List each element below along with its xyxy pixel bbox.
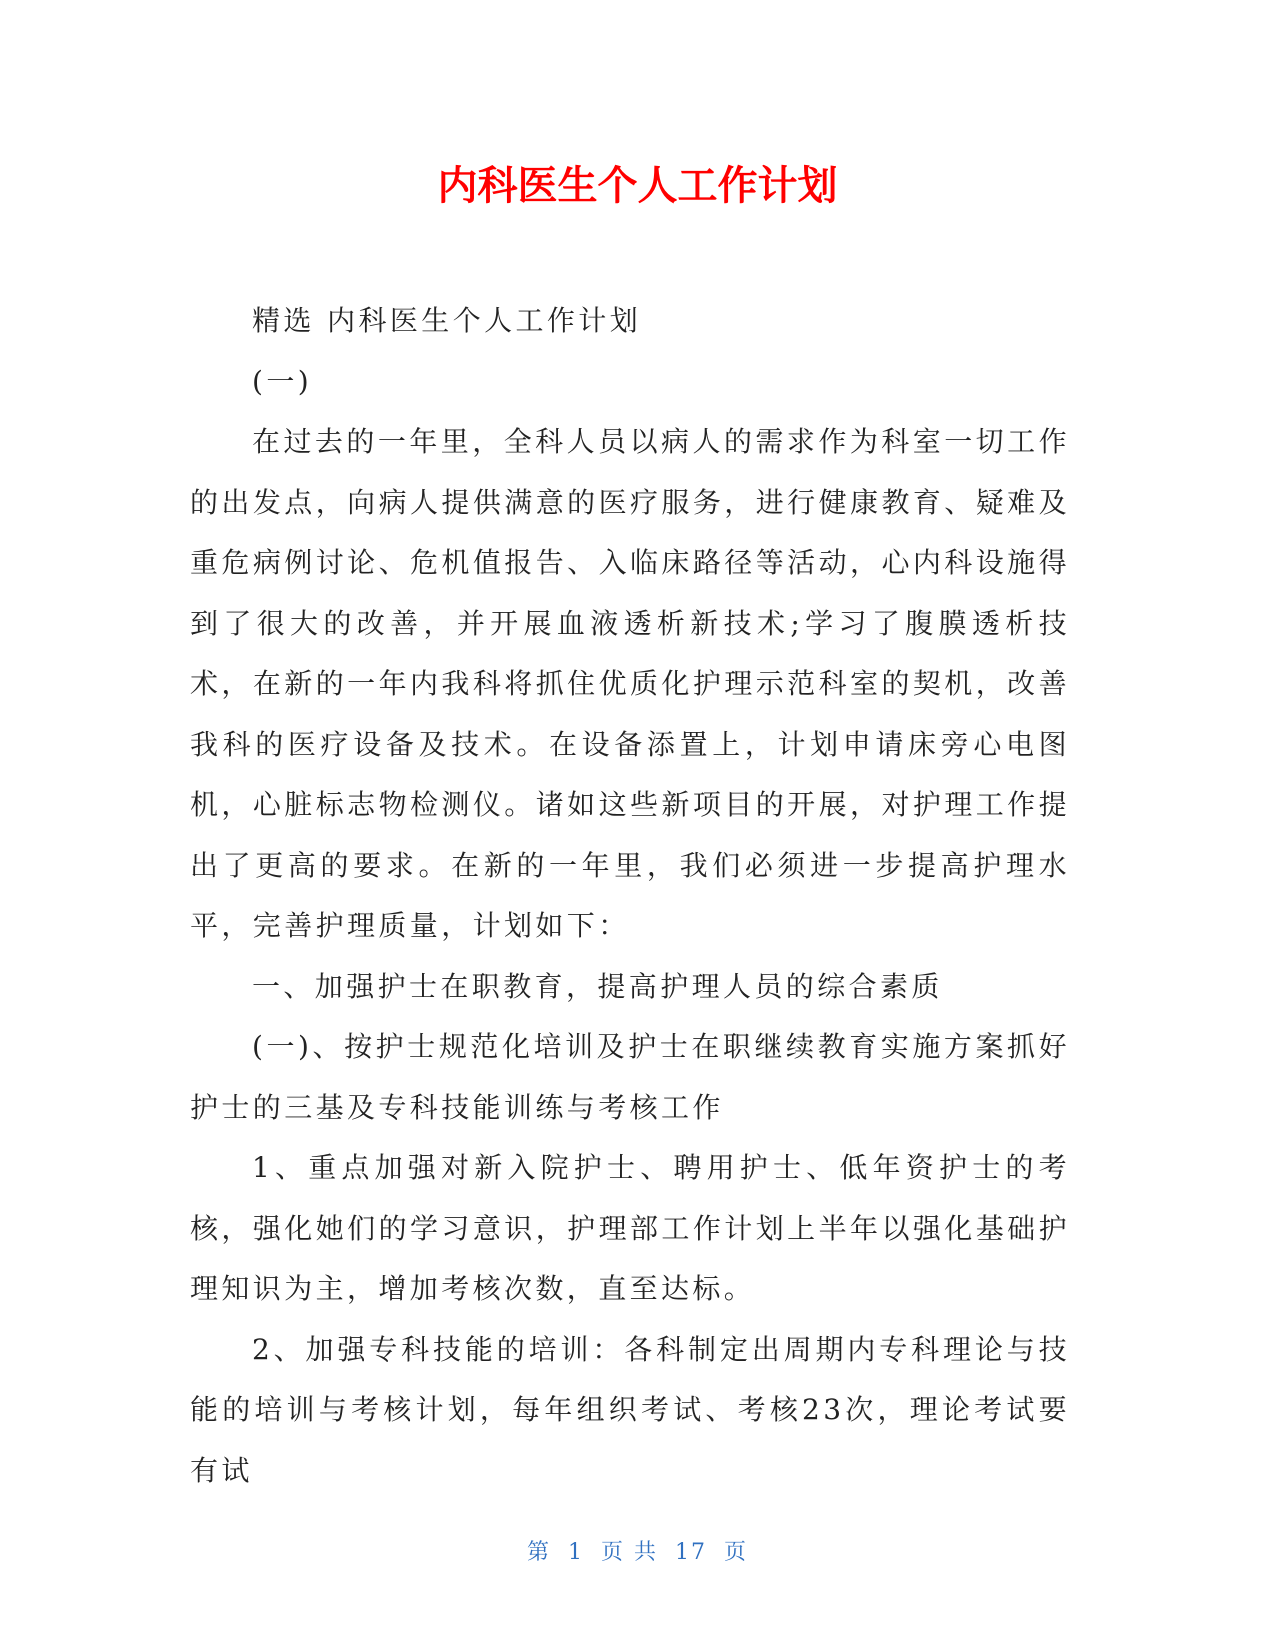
intro-paragraph: 在过去的一年里，全科人员以病人的需求作为科室一切工作的出发点，向病人提供满意的医疗服务，进行健康教育、疑难及重危病例讨论、危机值报告、入临床路径等活动，心内科设施得到了很大的改善，并开展血液透析新技术;学习了腹膜透析技术，在新的一年内我科将抓住优质化护理示范科室的契机，改善我科的医疗设备及技术。在设备添置上，计划申请床旁心电图机，心脏标志物检测仪。诸如这些新项目的开展，对护理工作提出了更高的要求。在新的一年里，我们必须进一步提高护理水平，完善护理质量，计划如下：: [190, 425, 1070, 942]
page-footer: [0, 1538, 1275, 1568]
subsection-heading: (一)、按护士规范化培训及护士在职继续教育实施方案抓好护士的三基及专科技能训练与考核工作: [190, 1030, 1070, 1124]
document-body: [190, 291, 1070, 1501]
footer-prefix: 第: [526, 1540, 551, 1565]
section-marker: (一): [252, 364, 313, 398]
list-item-2: 2、加强专科技能的培训：各科制定出周期内专科理论与技能的培训与考核计划，每年组织考试、考核23次，理论考试要有试: [190, 1332, 1070, 1487]
footer-page-number: 1: [568, 1540, 584, 1565]
footer-middle: 页 共: [601, 1540, 658, 1565]
section-heading: 一、加强护士在职教育，提高护理人员的综合素质: [252, 969, 943, 1003]
document-title: 内科医生个人工作计划: [437, 163, 838, 209]
subtitle-paragraph: 精选 内科医生个人工作计划: [252, 304, 642, 337]
list-item-1: 1、重点加强对新入院护士、聘用护士、低年资护士的考核，强化她们的学习意识，护理部工作计划上半年以强化基础护理知识为主，增加考核次数，直至达标。: [190, 1151, 1070, 1305]
footer-total-pages: 17: [675, 1540, 707, 1565]
footer-suffix: 页: [724, 1540, 749, 1565]
